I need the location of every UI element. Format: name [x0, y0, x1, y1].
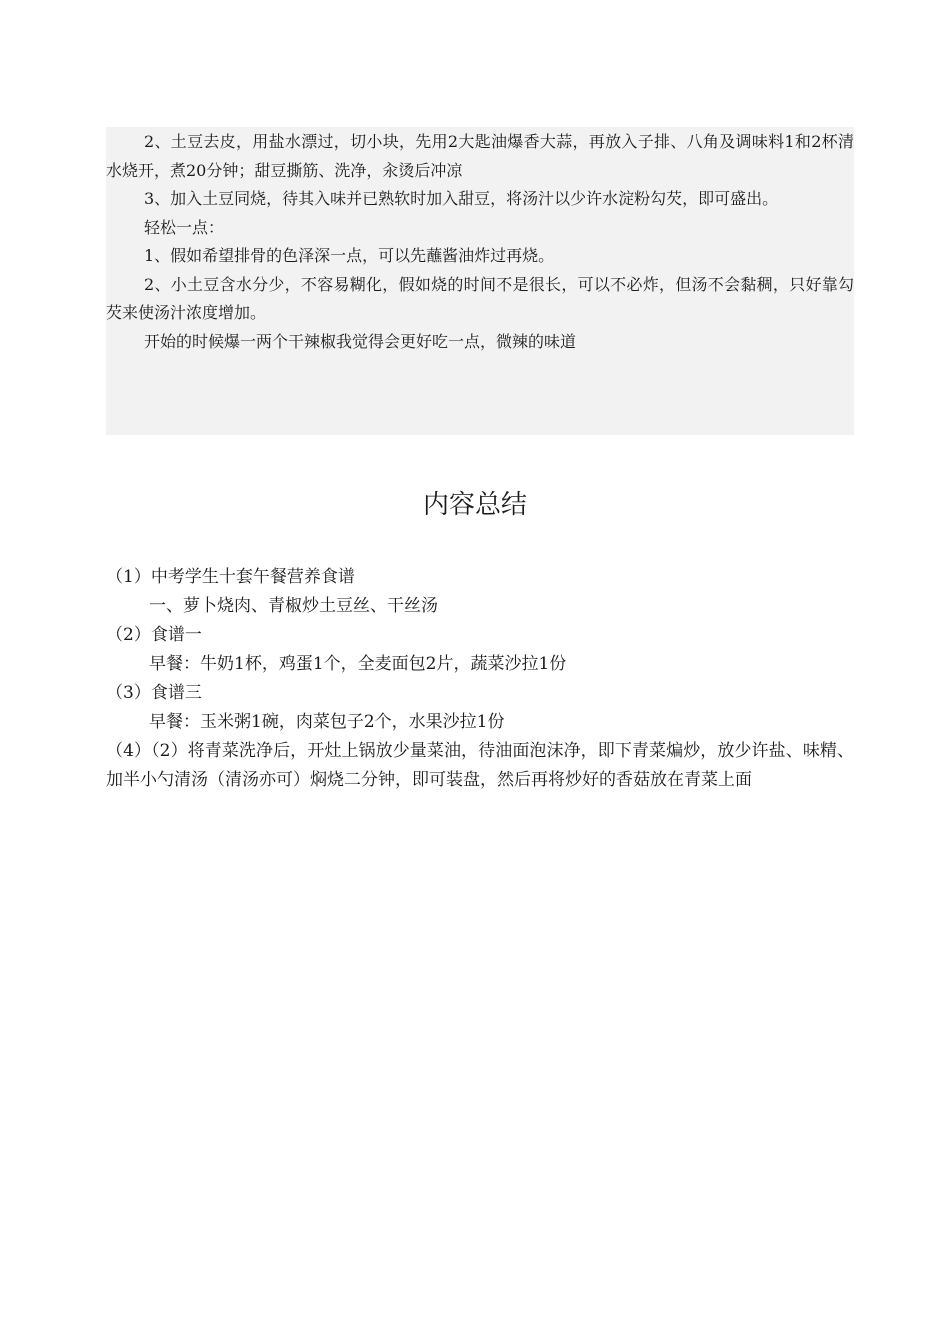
summary-item-3-detail: 早餐：玉米粥1碗，肉菜包子2个，水果沙拉1份	[149, 712, 505, 732]
summary-section	[106, 563, 854, 795]
recipe-step-3: 3、加入土豆同烧，待其入味并已熟软时加入甜豆，将汤汁以少许水淀粉勾芡，即可盛出。	[144, 189, 779, 208]
summary-item-2-detail: 早餐：牛奶1杯，鸡蛋1个，全麦面包2片，蔬菜沙拉1份	[149, 654, 567, 674]
summary-title: 内容总结	[422, 490, 527, 520]
personal-note: 开始的时候爆一两个干辣椒我觉得会更好吃一点，微辣的味道	[144, 331, 577, 351]
recipe-steps-box	[106, 127, 854, 435]
summary-item-1: （1）中考学生十套午餐营养食谱	[106, 567, 355, 587]
tip-1: 1、假如希望排骨的色泽深一点，可以先蘸酱油炸过再烧。	[144, 246, 555, 265]
summary-item-1-detail: 一、萝卜烧肉、青椒炒土豆丝、干丝汤	[149, 596, 438, 616]
recipe-step-2: 2、土豆去皮，用盐水漂过，切小块，先用2大匙油爆香大蒜，再放入子排、八角及调味料1和2杯清水烧开，煮20分钟；甜豆撕筋、洗净，汆烫后冲凉	[106, 132, 854, 180]
summary-item-4: （4）（2）将青菜洗净后，开灶上锅放少量菜油，待油面泡沫净，即下青菜煸炒，放少许盐、味精、加半小勺清汤（清汤亦可）焖烧二分钟，即可装盘，然后再将炒好的香菇放在青菜上面	[106, 741, 854, 790]
tips-heading: 轻松一点：	[144, 217, 225, 237]
tip-2: 2、小土豆含水分少，不容易糊化，假如烧的时间不是很长，可以不必炸，但汤不会黏稠，只好靠勾芡来使汤汁浓度增加。	[106, 274, 854, 322]
summary-item-2: （2）食谱一	[106, 625, 202, 645]
summary-item-3: （3）食谱三	[106, 683, 202, 703]
